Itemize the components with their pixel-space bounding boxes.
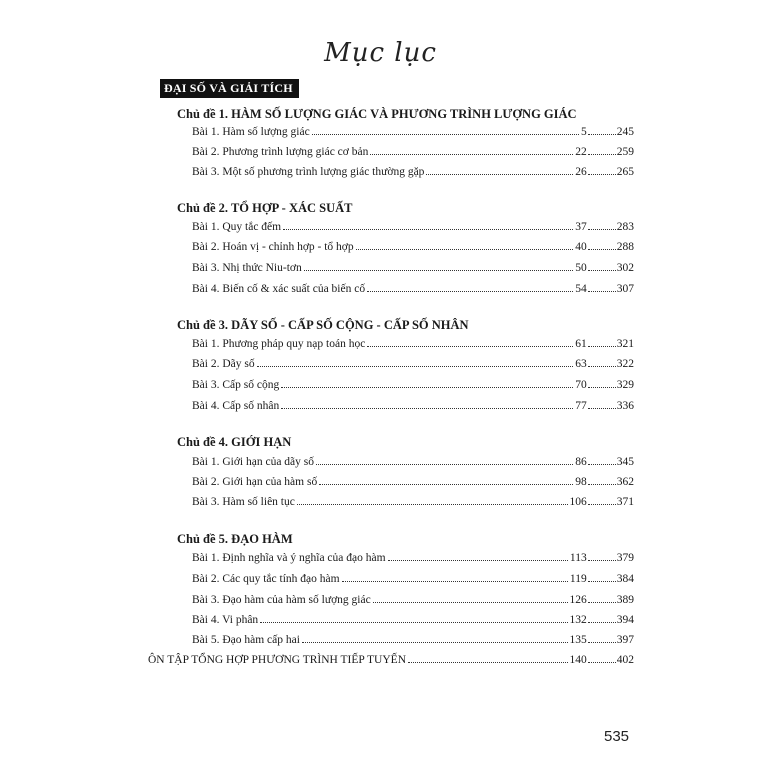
toc-page-solution: 394 [616,614,634,626]
dot-leader [588,228,616,230]
toc-page-solution: 245 [616,126,634,138]
dot-leader [367,345,573,347]
dot-leader [588,345,616,347]
dot-leader [588,269,616,271]
toc-page-exercise: 50 [575,262,587,274]
dot-leader [304,269,574,271]
dot-leader [342,580,568,582]
dot-leader [588,153,616,155]
chapter-heading: Chủ đề 2. TỔ HỢP - XÁC SUẤT [177,201,353,215]
toc-page-exercise: 135 [569,634,587,646]
toc-page-solution: 302 [616,262,634,274]
toc-page-exercise: 86 [575,456,587,468]
toc-entry-label: Bài 3. Đạo hàm của hàm số lượng giác [192,594,371,606]
dot-leader [316,463,573,465]
chapter-heading: Chủ đề 3. DÃY SỐ - CẤP SỐ CỘNG - CẤP SỐ NHÂN [177,318,469,332]
toc-entry [192,338,634,354]
dot-leader [588,661,616,663]
toc-page-exercise: 22 [575,146,587,158]
toc-page-exercise: 61 [575,338,587,350]
toc-page-exercise: 26 [575,166,587,178]
dot-leader [588,463,616,465]
toc-entry-label: Bài 1. Quy tắc đếm [192,221,282,233]
toc-page-solution: 321 [616,338,634,350]
toc-entry [192,146,634,162]
toc-entry-label: Bài 4. Cấp số nhân [192,400,280,412]
page-title: Mục lục [324,38,437,68]
toc-entry-label: Bài 3. Hàm số liên tục [192,496,295,508]
toc-entry-label: Bài 2. Dãy số [192,358,255,370]
toc-page-solution: 336 [616,400,634,412]
toc-entry [192,552,634,568]
toc-entry [192,456,634,472]
dot-leader [588,173,616,175]
dot-leader [588,290,616,292]
dot-leader [588,365,616,367]
dot-leader [426,173,573,175]
toc-page-solution: 389 [616,594,634,606]
dot-leader [302,641,568,643]
section-heading: ĐẠI SỐ VÀ GIẢI TÍCH [160,79,299,98]
dot-leader [588,503,616,505]
toc-page-exercise: 70 [575,379,587,391]
toc-entry [192,573,634,589]
dot-leader [588,407,616,409]
toc-entry-label: Bài 2. Phương trình lượng giác cơ bản [192,146,369,158]
chapter-heading: Chủ đề 4. GIỚI HẠN [177,435,292,449]
toc-page-exercise: 126 [569,594,587,606]
toc-page-exercise: 37 [575,221,587,233]
toc-entry [192,241,634,257]
toc-entry-label: Bài 1. Định nghĩa và ý nghĩa của đạo hàm [192,552,386,564]
toc-page-solution: 345 [616,456,634,468]
dot-leader [319,483,573,485]
dot-leader [283,228,573,230]
dot-leader [260,621,567,623]
toc-entry-label: Bài 2. Hoán vị - chỉnh hợp - tổ hợp [192,241,354,253]
dot-leader [297,503,568,505]
page-number: 535 [604,728,630,745]
toc-entry [192,221,634,237]
toc-page-exercise: 113 [569,552,587,564]
toc-page-exercise: 132 [569,614,587,626]
toc-entry-label: Bài 3. Một số phương trình lượng giác thường gặp [192,166,425,178]
toc-entry [192,358,634,374]
toc-page-solution: 322 [616,358,634,370]
toc-page-solution: 397 [616,634,634,646]
toc-entry-label: ÔN TẬP TỔNG HỢP PHƯƠNG TRÌNH TIẾP TUYẾN [148,654,406,666]
toc-entry [192,634,634,650]
toc-entry [192,400,634,416]
toc-page-solution: 379 [616,552,634,564]
toc-page-exercise: 140 [569,654,587,666]
toc-entry-review [148,654,634,670]
dot-leader [373,601,568,603]
toc-page-exercise: 106 [569,496,587,508]
dot-leader [588,621,616,623]
dot-leader [257,365,574,367]
toc-page-solution: 307 [616,283,634,295]
toc-page-solution: 288 [616,241,634,253]
toc-page-solution: 384 [616,573,634,585]
toc-page-exercise: 77 [575,400,587,412]
toc-entry-label: Bài 3. Nhị thức Niu-tơn [192,262,302,274]
toc-entry-label: Bài 5. Đạo hàm cấp hai [192,634,300,646]
toc-entry-label: Bài 4. Biến cố & xác suất của biến cố [192,283,366,295]
toc-page-solution: 402 [616,654,634,666]
toc-entry-label: Bài 1. Giới hạn của dãy số [192,456,315,468]
dot-leader [588,601,616,603]
dot-leader [408,661,568,663]
dot-leader [588,580,616,582]
toc-entry-label: Bài 1. Hàm số lượng giác [192,126,310,138]
toc-page-exercise: 63 [575,358,587,370]
dot-leader [588,248,616,250]
toc-entry-label: Bài 4. Vi phân [192,614,259,626]
dot-leader [370,153,573,155]
toc-entry [192,166,634,182]
dot-leader [588,483,616,485]
toc-entry [192,283,634,299]
toc-page-solution: 265 [616,166,634,178]
dot-leader [367,290,573,292]
toc-page-exercise: 119 [569,573,587,585]
dot-leader [588,386,616,388]
toc-page-exercise: 5 [581,126,587,138]
dot-leader [312,133,579,135]
toc-entry-label: Bài 1. Phương pháp quy nạp toán học [192,338,366,350]
toc-entry [192,262,634,278]
dot-leader [388,559,568,561]
toc-page-solution: 329 [616,379,634,391]
toc-entry-label: Bài 2. Các quy tắc tính đạo hàm [192,573,340,585]
toc-entry [192,379,634,395]
toc-entry [192,126,634,142]
toc-entry [192,614,634,630]
dot-leader [588,133,616,135]
toc-page-exercise: 54 [575,283,587,295]
dot-leader [281,386,573,388]
dot-leader [281,407,573,409]
dot-leader [588,641,616,643]
toc-entry [192,594,634,610]
toc-page-solution: 362 [616,476,634,488]
toc-entry [192,476,634,492]
toc-entry-label: Bài 3. Cấp số cộng [192,379,280,391]
chapter-heading: Chủ đề 5. ĐẠO HÀM [177,532,293,546]
toc-entry [192,496,634,512]
dot-leader [356,248,574,250]
toc-page-solution: 259 [616,146,634,158]
dot-leader [588,559,616,561]
chapter-heading: Chủ đề 1. HÀM SỐ LƯỢNG GIÁC VÀ PHƯƠNG TRÌNH LƯỢNG GIÁC [177,107,577,121]
toc-entry-label: Bài 2. Giới hạn của hàm số [192,476,318,488]
toc-page-solution: 283 [616,221,634,233]
toc-page-exercise: 40 [575,241,587,253]
toc-page-exercise: 98 [575,476,587,488]
toc-page-solution: 371 [616,496,634,508]
